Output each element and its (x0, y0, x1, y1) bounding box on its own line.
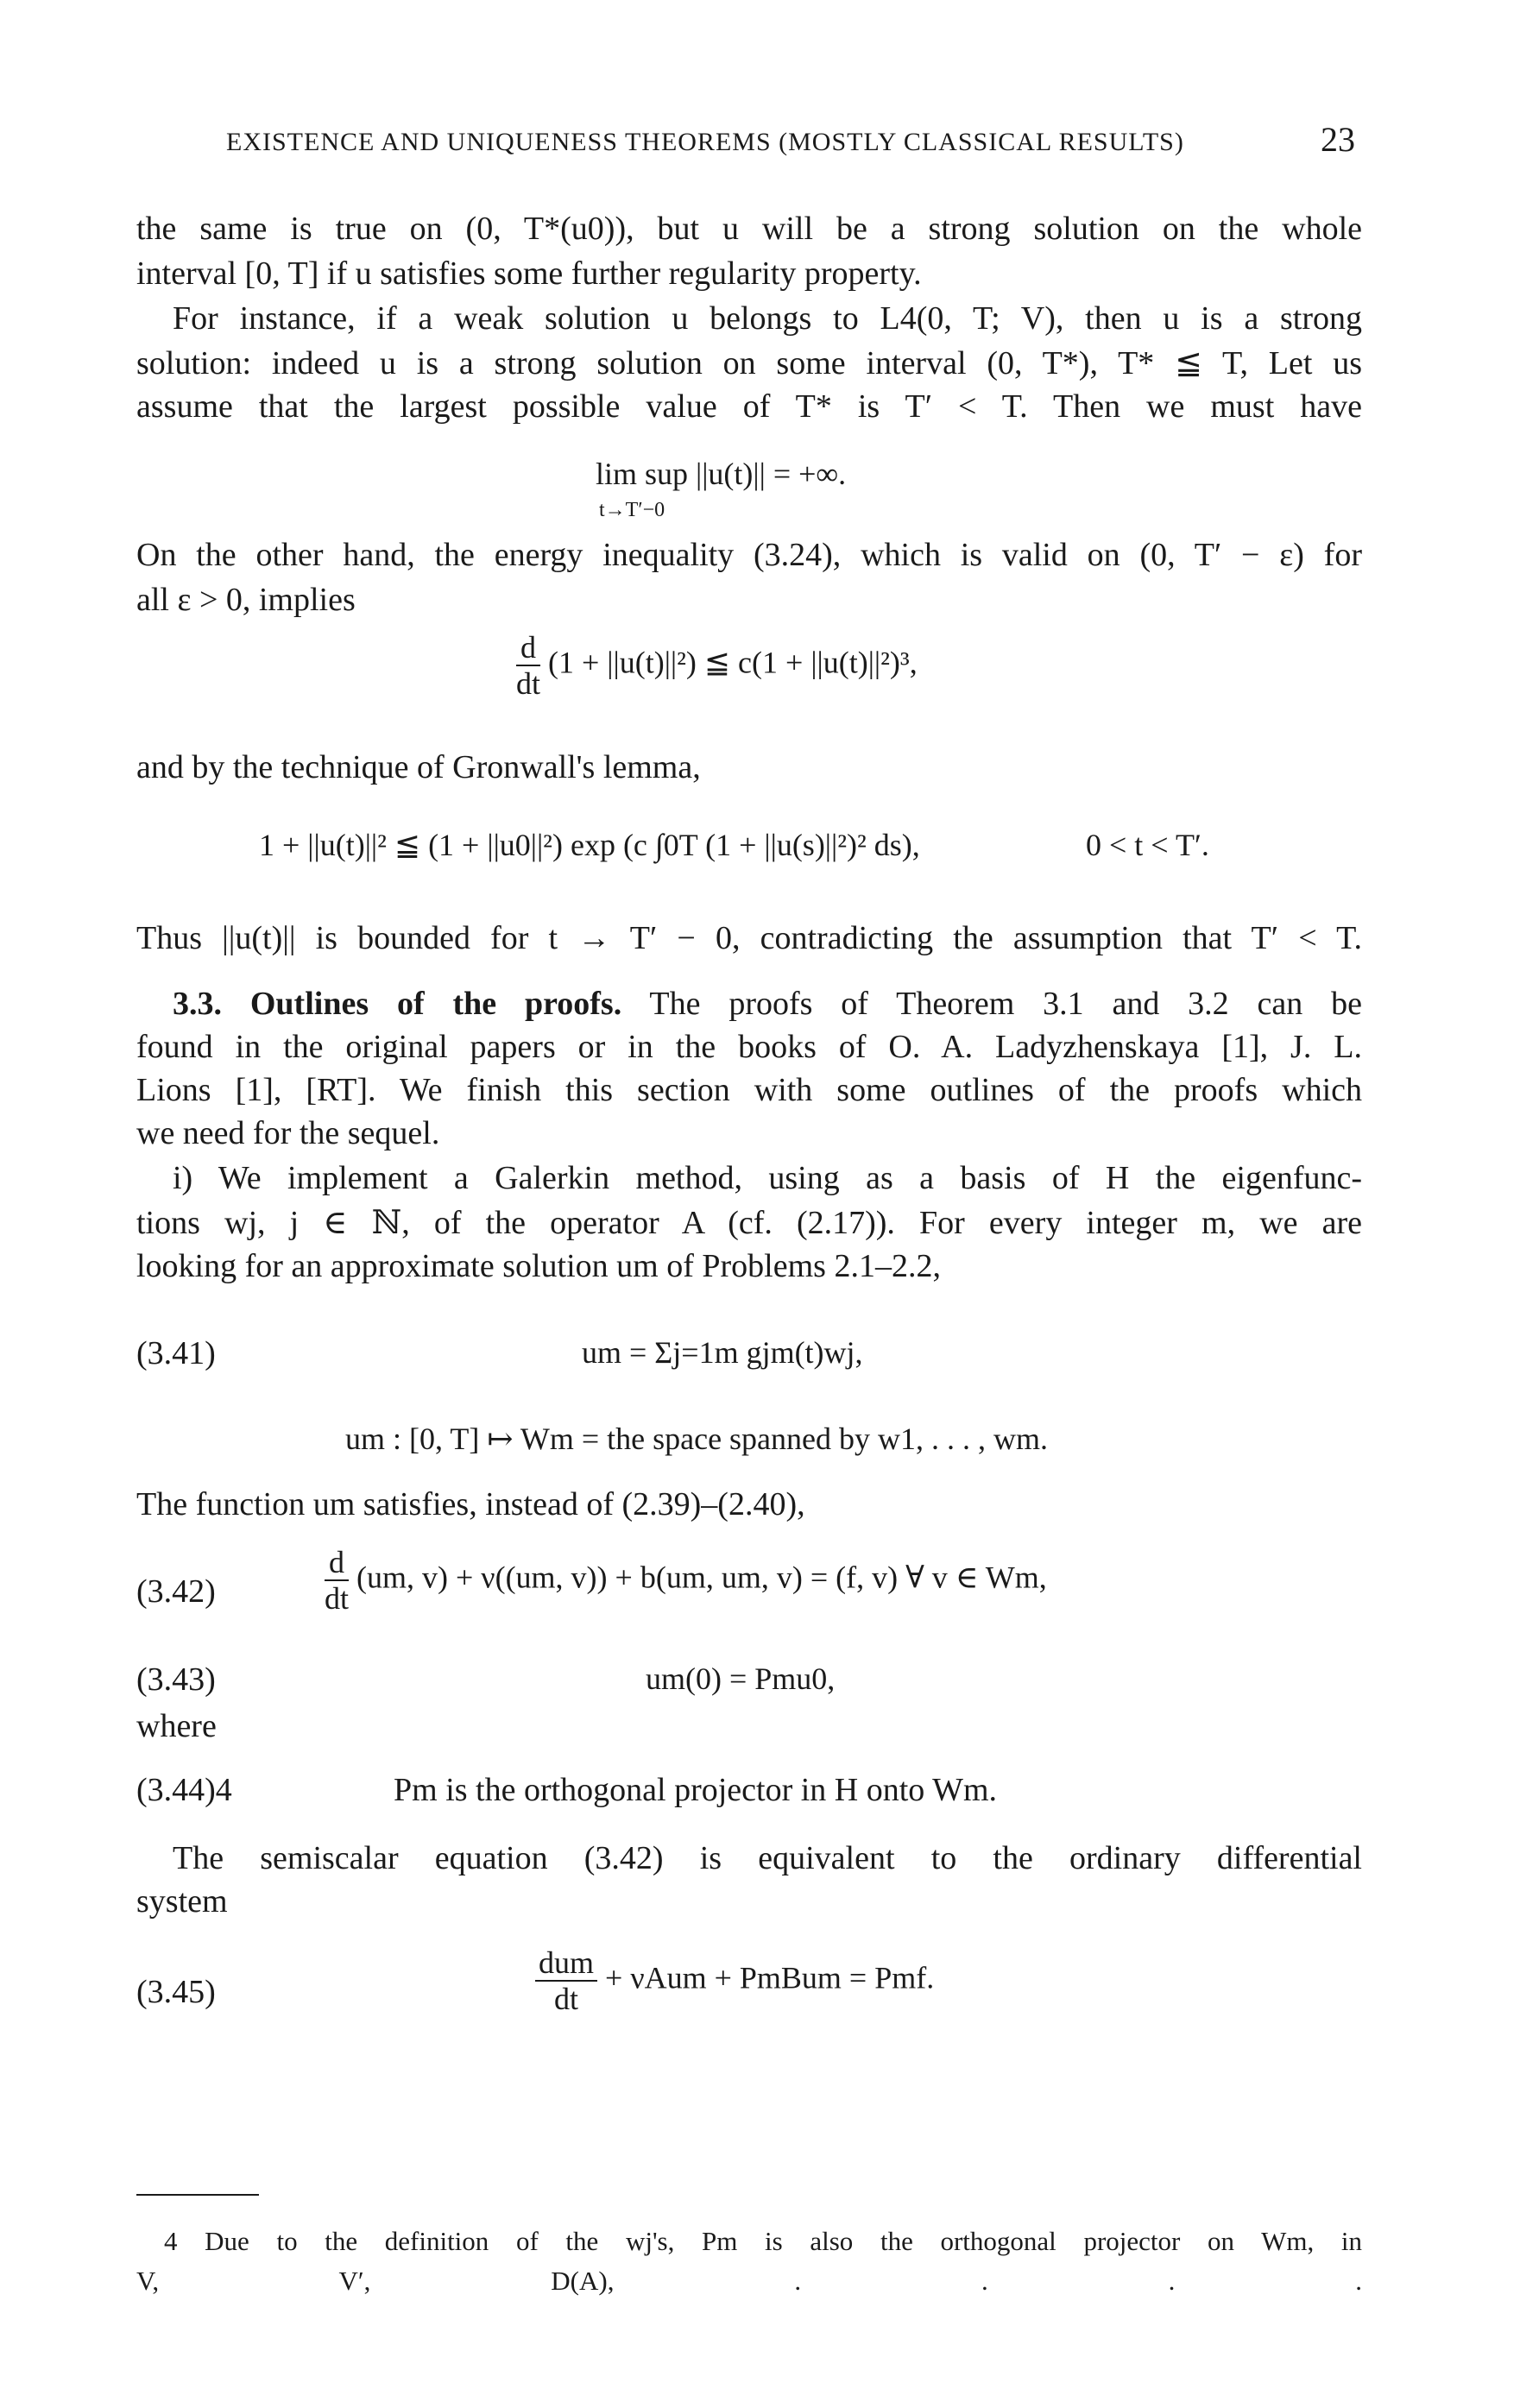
running-title: EXISTENCE AND UNIQUENESS THEOREMS (MOSTLY CLASSICAL RESULTS) (226, 128, 1184, 156)
paragraph-line: looking for an approximate solution um of Problems 2.1–2.2, (136, 1248, 941, 1284)
paragraph-line: The function um satisfies, instead of (2.39)–(2.40), (136, 1486, 805, 1522)
footnote-rule (136, 2194, 259, 2196)
equation-gronwall-condition: 0 < t < T′. (1086, 828, 1209, 862)
paragraph-line: all ε > 0, implies (136, 582, 356, 618)
equation-3-41: um = Σj=1m gjm(t)wj, (582, 1335, 863, 1370)
equation-energy (516, 630, 918, 701)
footnote-line: V, V′, D(A), . . . . (136, 2266, 1362, 2296)
paragraph-text: The proofs of Theorem 3.1 and 3.2 can be (649, 986, 1362, 1022)
equation-number: (3.41) (136, 1335, 216, 1371)
paragraph-line: The semiscalar equation (3.42) is equivalent to the ordinary differential (173, 1840, 1362, 1876)
section-heading: 3.3. Outlines of the proofs. (173, 986, 622, 1022)
paragraph-line: i) We implement a Galerkin method, using as a basis of H the eigenfunc- (173, 1160, 1362, 1196)
fraction-numerator: d (325, 1545, 349, 1581)
section-paragraph-line (173, 984, 1362, 1024)
equation-number: (3.45) (136, 1974, 216, 2010)
paragraph-line: tions wj, j ∈ ℕ, of the operator A (cf. (2.17)). For every integer m, we are (136, 1205, 1362, 1241)
paragraph-line: Lions [1], [RT]. We finish this section with some outlines of the proofs which (136, 1072, 1362, 1108)
paragraph-line: and by the technique of Gronwall's lemma, (136, 749, 701, 785)
equation-number: (3.42) (136, 1573, 216, 1610)
paragraph-line: system (136, 1883, 228, 1919)
fraction-denominator: dt (325, 1581, 350, 1616)
paragraph-line: interval [0, T] if u satisfies some further regularity property. (136, 255, 922, 292)
fraction-numerator: d (516, 630, 540, 666)
equation-limsup: lim sup ||u(t)|| = +∞. (596, 457, 847, 491)
fraction-d-dt (325, 1545, 349, 1616)
equation-energy-body: (1 + ||u(t)||²) ≦ c(1 + ||u(t)||²)³, (548, 645, 918, 680)
equation-3-42 (325, 1545, 1047, 1616)
equation-3-42-body: (um, v) + ν((um, v)) + b(um, um, v) = (f, v) ∀ v ∈ Wm, (356, 1560, 1047, 1595)
page-number: 23 (1321, 120, 1355, 159)
paragraph-line: the same is true on (0, T*(u0)), but u will be a strong solution on the whole (136, 211, 1362, 247)
equation-3-44: Pm is the orthogonal projector in H onto Wm. (394, 1772, 998, 1808)
paragraph-line: For instance, if a weak solution u belongs to L4(0, T; V), then u is a strong (173, 300, 1362, 337)
equation-number: (3.43) (136, 1661, 216, 1698)
equation-3-45 (535, 1945, 934, 2016)
equation-3-45-body: + νAum + PmBum = Pmf. (605, 1960, 935, 1995)
equation-limsup-subscript: t→T′−0 (599, 499, 665, 521)
fraction-d-dt (516, 630, 540, 701)
where-label: where (136, 1708, 217, 1744)
paragraph-line: found in the original papers or in the books of O. A. Ladyzhenskaya [1], J. L. (136, 1029, 1362, 1065)
paragraph-line: solution: indeed u is a strong solution on some interval (0, T*), T* ≦ T, Let us (136, 345, 1362, 381)
paragraph-line: assume that the largest possible value of T* is T′ < T. Then we must have (136, 388, 1362, 425)
fraction-denominator: dt (554, 1982, 579, 2016)
paragraph-line: On the other hand, the energy inequality (3.24), which is valid on (0, T′ − ε) for (136, 537, 1362, 573)
fraction-dum-dt (535, 1945, 597, 2016)
equation-3-41-mapping: um : [0, T] ↦ Wm = the space spanned by w1, . . . , wm. (345, 1421, 1049, 1456)
equation-number: (3.44)4 (136, 1772, 232, 1808)
paragraph-line: Thus ||u(t)|| is bounded for t → T′ − 0, contradicting the assumption that T′ < T. (136, 920, 1362, 956)
fraction-denominator: dt (516, 666, 541, 701)
footnote-line: 4 Due to the definition of the wj's, Pm is also the orthogonal projector on Wm, in (164, 2226, 1362, 2256)
fraction-numerator: dum (535, 1945, 597, 1982)
equation-3-43: um(0) = Pmu0, (646, 1661, 836, 1696)
equation-gronwall: 1 + ||u(t)||² ≦ (1 + ||u0||²) exp (c ∫0T (1 + ||u(s)||²)² ds), (259, 828, 920, 862)
paragraph-line: we need for the sequel. (136, 1115, 440, 1151)
